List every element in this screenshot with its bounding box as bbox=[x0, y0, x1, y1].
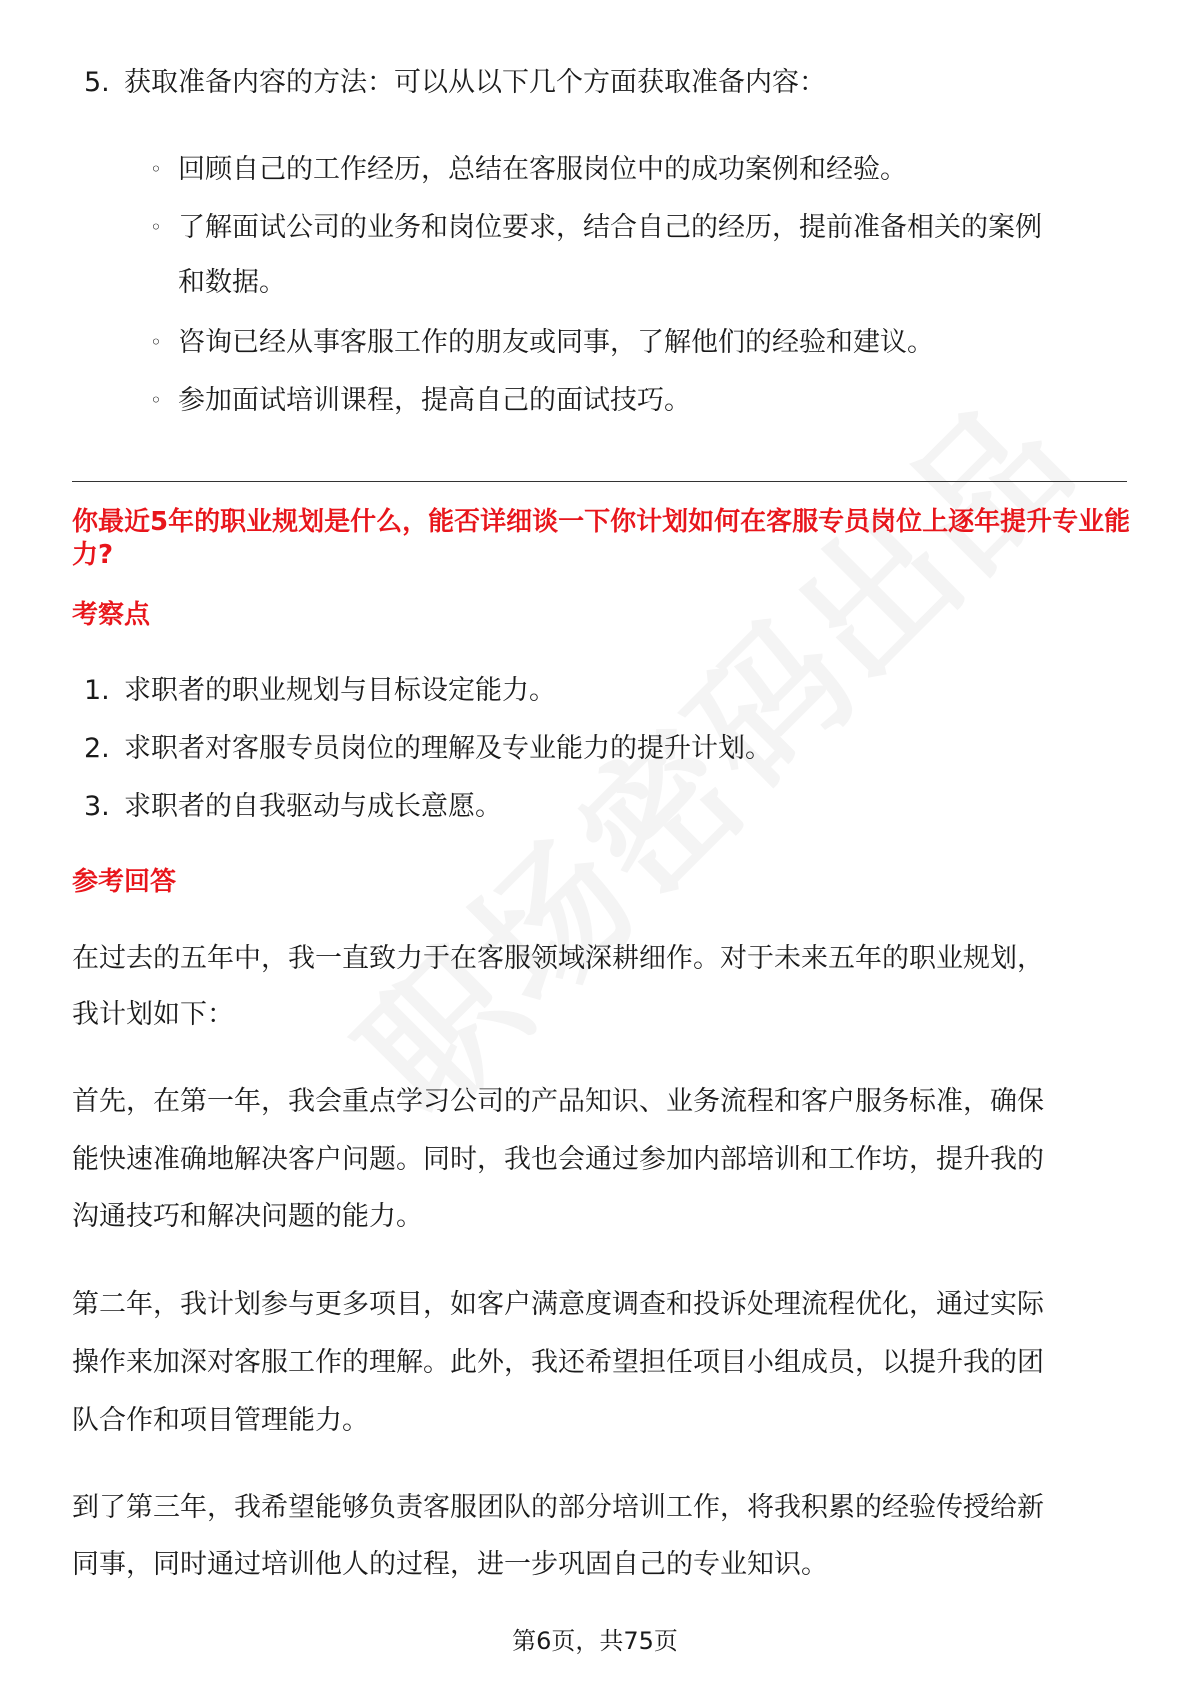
bullet-item bbox=[150, 327, 934, 358]
answer-line: 队合作和项目管理能力。 bbox=[72, 1405, 369, 1436]
section-divider bbox=[72, 481, 1127, 482]
bullet-item bbox=[150, 154, 907, 185]
bullet-icon: ◦ bbox=[150, 157, 162, 181]
list-number: 2. bbox=[84, 733, 110, 764]
point-text: 求职者对客服专员岗位的理解及专业能力的提升计划。 bbox=[124, 733, 772, 764]
bullet-item bbox=[150, 385, 691, 416]
bullet-item bbox=[150, 212, 1042, 243]
heading-reference-answer: 参考回答 bbox=[72, 867, 177, 897]
point-item bbox=[84, 734, 772, 764]
bullet-icon: ◦ bbox=[150, 330, 162, 354]
answer-line: 我计划如下： bbox=[72, 999, 234, 1030]
point-text: 求职者的自我驱动与成长意愿。 bbox=[124, 791, 502, 822]
answer-line: 能快速准确地解决客户问题。同时，我也会通过参加内部培训和工作坊，提升我的 bbox=[72, 1144, 1044, 1175]
question-heading: 你最近5年的职业规划是什么，能否详细谈一下你计划如何在客服专员岗位上逐年提升专业能力? bbox=[72, 507, 1131, 570]
answer-line: 到了第三年，我希望能够负责客服团队的部分培训工作，将我积累的经验传授给新 bbox=[72, 1492, 1044, 1523]
heading-assessment-points: 考察点 bbox=[72, 600, 151, 630]
list-number: 5. bbox=[84, 67, 110, 98]
answer-line: 同事，同时通过培训他人的过程，进一步巩固自己的专业知识。 bbox=[72, 1549, 828, 1580]
bullet-text: 咨询已经从事客服工作的朋友或同事，了解他们的经验和建议。 bbox=[178, 327, 934, 358]
bullet-icon: ◦ bbox=[150, 215, 162, 239]
page-number-footer: 第6页，共75页 bbox=[512, 1627, 678, 1655]
answer-line: 沟通技巧和解决问题的能力。 bbox=[72, 1201, 423, 1232]
list-number: 1. bbox=[84, 675, 110, 706]
bullet-text: 了解面试公司的业务和岗位要求，结合自己的经历，提前准备相关的案例 bbox=[178, 212, 1042, 243]
bullet-icon: ◦ bbox=[150, 388, 162, 412]
list-number: 3. bbox=[84, 791, 110, 822]
bullet-text-continuation: 和数据。 bbox=[178, 267, 286, 298]
list-item-5 bbox=[84, 68, 826, 98]
point-item bbox=[84, 676, 556, 706]
bullet-text: 参加面试培训课程，提高自己的面试技巧。 bbox=[178, 385, 691, 416]
answer-line: 第二年，我计划参与更多项目，如客户满意度调查和投诉处理流程优化，通过实际 bbox=[72, 1289, 1044, 1320]
answer-line: 在过去的五年中，我一直致力于在客服领域深耕细作。对于未来五年的职业规划， bbox=[72, 943, 1044, 974]
answer-line: 首先，在第一年，我会重点学习公司的产品知识、业务流程和客户服务标准，确保 bbox=[72, 1086, 1044, 1117]
answer-line: 操作来加深对客服工作的理解。此外，我还希望担任项目小组成员，以提升我的团 bbox=[72, 1347, 1044, 1378]
bullet-text: 回顾自己的工作经历，总结在客服岗位中的成功案例和经验。 bbox=[178, 154, 907, 185]
point-text: 求职者的职业规划与目标设定能力。 bbox=[124, 675, 556, 706]
point-item bbox=[84, 792, 502, 822]
list-item-text: 获取准备内容的方法：可以从以下几个方面获取准备内容： bbox=[124, 67, 826, 98]
